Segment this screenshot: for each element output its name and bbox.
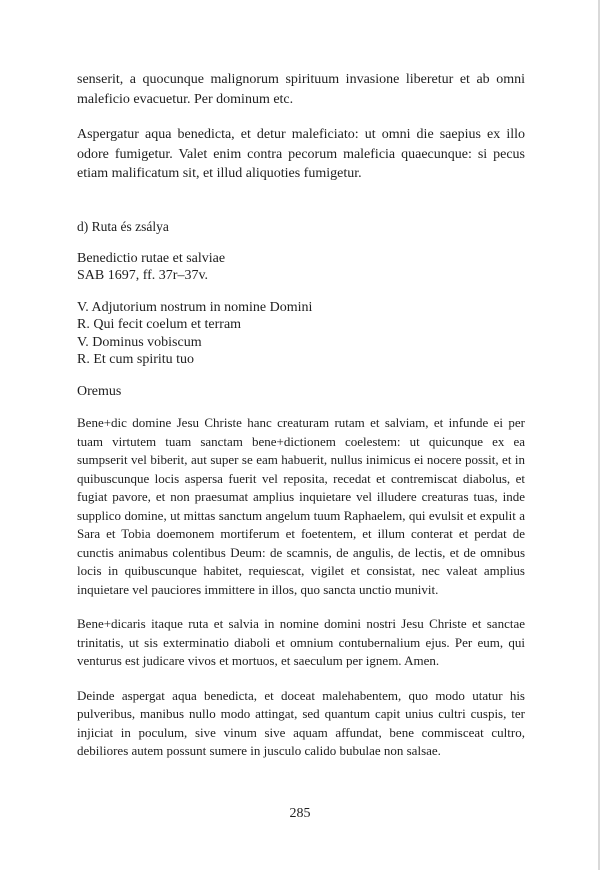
page-number: 285 (289, 806, 311, 821)
source-title: Benedictio rutae et salviae (77, 250, 226, 266)
versicle-line: R. Et cum spiritu tuo (77, 352, 195, 367)
versicle-line: V. Dominus vobiscum (77, 334, 202, 350)
paragraph-continuation: senserit, a quocunque malignorum spirituum invasione liberetur et ab omni maleficio evacuetur. Per dominum etc. (77, 72, 525, 107)
page-content (77, 70, 525, 761)
paragraph-aspergatur: Aspergatur aqua benedicta, et detur maleficiato: ut omni die saepius ex illo odore fumigetur. Valet enim contra pecorum maleficia quaecunque: si pecus etiam malificatum sit, et illud aliquoties fumigetur. (77, 127, 525, 181)
paragraph-benedicaris: Bene+dicaris itaque ruta et salvia in nomine domini nostri Jesu Christe et sanctae trinitatis, ut sis exterminatio diaboli et omnium contubernalium ejus. Per eum, qui venturus est judicare vivos et mortuos, et saeculum per ignem. Amen. (77, 616, 525, 668)
source-block (77, 250, 525, 285)
oremus-label: Oremus (77, 383, 122, 399)
versicle-line: V. Adjutorium nostrum in nomine Domini (77, 299, 313, 315)
paragraph-deinde: Deinde aspergat aqua benedicta, et doceat malehabentem, quo modo utatur his pulveribus, manibus nullo modo attingat, sed quantum capit unius cultri cuspis, ter injiciat in poculum, sive vinum sive aquam affundat, bene commisceat cultro, debiliores autem possunt sumere in jusculo calido bubulae non salsae. (77, 687, 525, 758)
versicle-line: R. Qui fecit coelum et terram (77, 317, 242, 332)
paragraph-benedic: Bene+dic domine Jesu Christe hanc creaturam rutam et salviam, et infunde ei per tuam virtutem tuam sanctam bene+dictionem coelestem: ut quicunque ex ea sumpserit vel biberit, aut super se eam habuerit, nullus inimicus ei nocere possit, et in quibuscunque locis aspersa fuerit vel reposita, recedat et contremiscat diabolus, et fugiat pavore, et non praesumat amplius inquietare vel illudere creaturas tuas, inde supplico domine, ut mittas sanctum angelum tuum Raphaelem, qui evulsit et expulit a Sara et Tobia doemonem mortiferum et foetentem, et illum conterat et perdat de cunctis animabus colentibus Deum: de scamnis, de angulis, de lectis, et de omnibus locis in quibuscunque habitet, requiescat, vigilet et consistat, nec valeat amplius inquietare vel pauciores immittere in illos, quo sancta unctio munivit. (77, 415, 525, 597)
versicles-block (77, 299, 525, 369)
section-heading: d) Ruta és zsálya (77, 218, 169, 234)
source-reference: SAB 1697, ff. 37r–37v. (77, 268, 209, 283)
